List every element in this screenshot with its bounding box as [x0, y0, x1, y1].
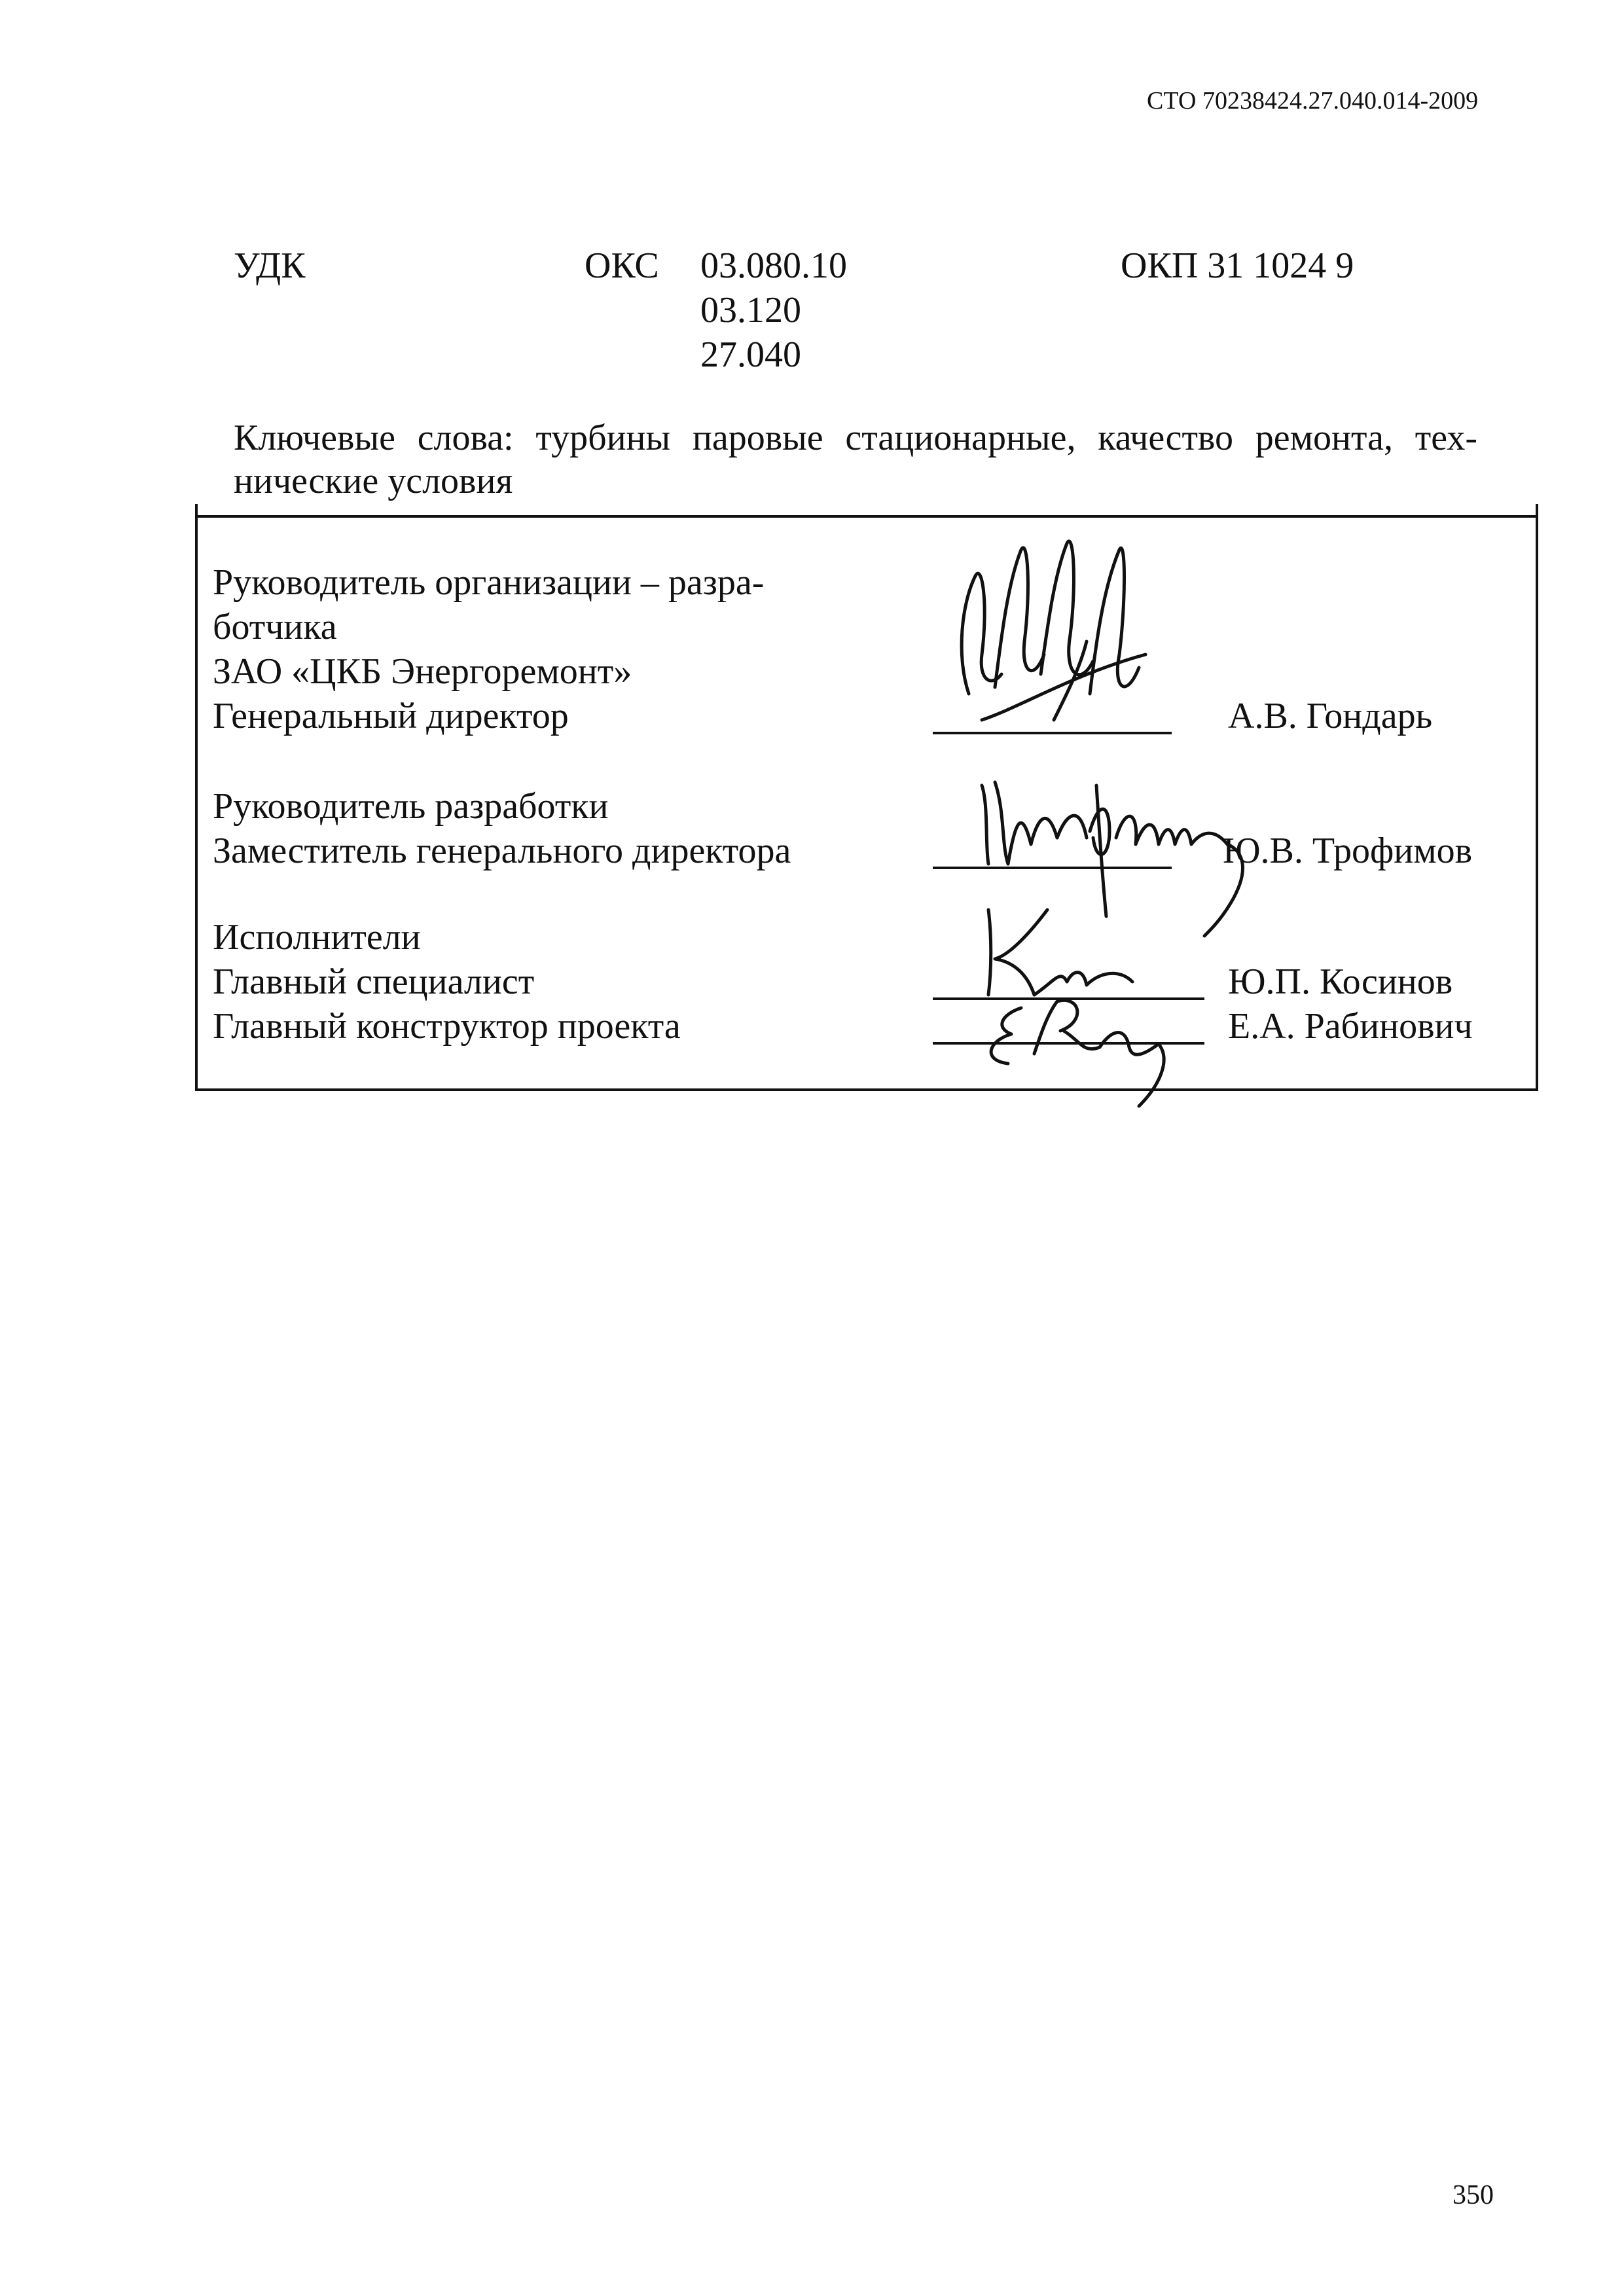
signature-gondar	[929, 524, 1178, 746]
block2-line-1: Руководитель разработки	[213, 786, 609, 827]
block1-line-1: Руководитель организации – разра-	[213, 562, 765, 603]
oks-label: ОКС	[585, 245, 659, 286]
block1-line-3: ЗАО «ЦКБ Энергоремонт»	[213, 651, 632, 692]
oks-code-2: 03.120	[700, 290, 801, 331]
block3-line-3: Главный конструктор проекта	[213, 1006, 681, 1047]
block3-line-2: Главный специалист	[213, 961, 535, 1002]
okp-code: ОКП 31 1024 9	[1121, 245, 1354, 286]
page-number: 350	[1453, 2180, 1494, 2210]
keywords-paragraph: Ключевые слова: турбины паровые стационарные, качество ремонта, технические условия	[234, 418, 1477, 501]
oks-code-3: 27.040	[700, 334, 801, 375]
signer-name-4: Е.А. Рабинович	[1228, 1006, 1473, 1047]
signer-name-2: Ю.В. Трофимов	[1223, 831, 1473, 871]
block2-line-2: Заместитель генерального директора	[213, 831, 791, 871]
signature-rabinovich	[949, 982, 1198, 1113]
block3-line-1: Исполнители	[213, 917, 421, 958]
block1-line-4: Генеральный директор	[213, 696, 569, 736]
block1-line-2: ботчика	[213, 607, 337, 647]
udk-label: УДК	[234, 245, 306, 286]
signer-name-3: Ю.П. Косинов	[1228, 961, 1453, 1002]
oks-code-1: 03.080.10	[700, 245, 847, 286]
document-code: СТО 70238424.27.040.014-2009	[1147, 87, 1479, 115]
signer-name-1: А.В. Гондарь	[1228, 696, 1433, 736]
